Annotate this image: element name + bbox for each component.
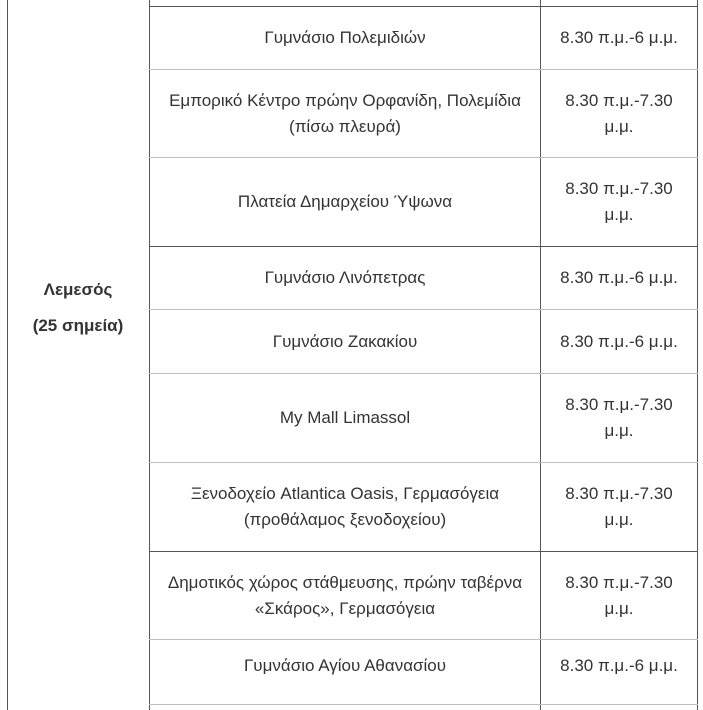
location-cell: Εμπορικό Κέντρο πρώην Ορφανίδη, Πολεμίδια (πίσω πλευρά) [169, 90, 521, 136]
hours-cell: 8.30 π.μ.-6 μ.μ. [560, 331, 678, 351]
location-cell: Πλατεία Δημαρχείου Ύψωνα [237, 192, 453, 211]
hours-cell: 8.30 π.μ.-6 μ.μ. [560, 656, 678, 675]
hours-cell: 8.30 π.μ.-7.30 μ.μ. [565, 179, 673, 224]
location-cell: Ξενοδοχείο Atlantica Oasis, Γερμασόγεια (προθάλαμος ξενοδοχείου) [190, 484, 500, 529]
region-count: (25 σημεία) [32, 316, 124, 335]
hours-cell: 8.30 π.μ.-6 μ.μ. [560, 268, 678, 287]
hours-cell: 8.30 π.μ.-7.30 μ.μ. [565, 90, 673, 136]
hours-cell: 8.30 π.μ.-7.30 μ.μ. [565, 484, 673, 529]
row-divider [149, 704, 698, 705]
location-cell: Γυμνάσιο Λινόπετρας [264, 268, 426, 287]
hours-cell: 8.30 π.μ.-7.30 μ.μ. [565, 395, 673, 440]
location-cell: Δημοτικός χώρος στάθμευσης, πρώην ταβέρνα «Σκάρος», Γερμασόγεια [167, 572, 523, 618]
table-border-right [697, 0, 698, 710]
region-cell [8, 280, 148, 352]
location-cell: My Mall Limassol [279, 408, 411, 427]
hours-cell: 8.30 π.μ.-7.30 μ.μ. [565, 572, 673, 618]
hours-cell: 8.30 π.μ.-6 μ.μ. [560, 28, 678, 47]
location-cell: Γυμνάσιο Πολεμιδιών [264, 28, 426, 47]
table-border-left [7, 0, 8, 710]
location-cell: Γυμνάσιο Ζακακίου [272, 331, 418, 351]
region-name: Λεμεσός [43, 280, 113, 299]
location-cell: Γυμνάσιο Αγίου Αθανασίου [243, 656, 447, 675]
